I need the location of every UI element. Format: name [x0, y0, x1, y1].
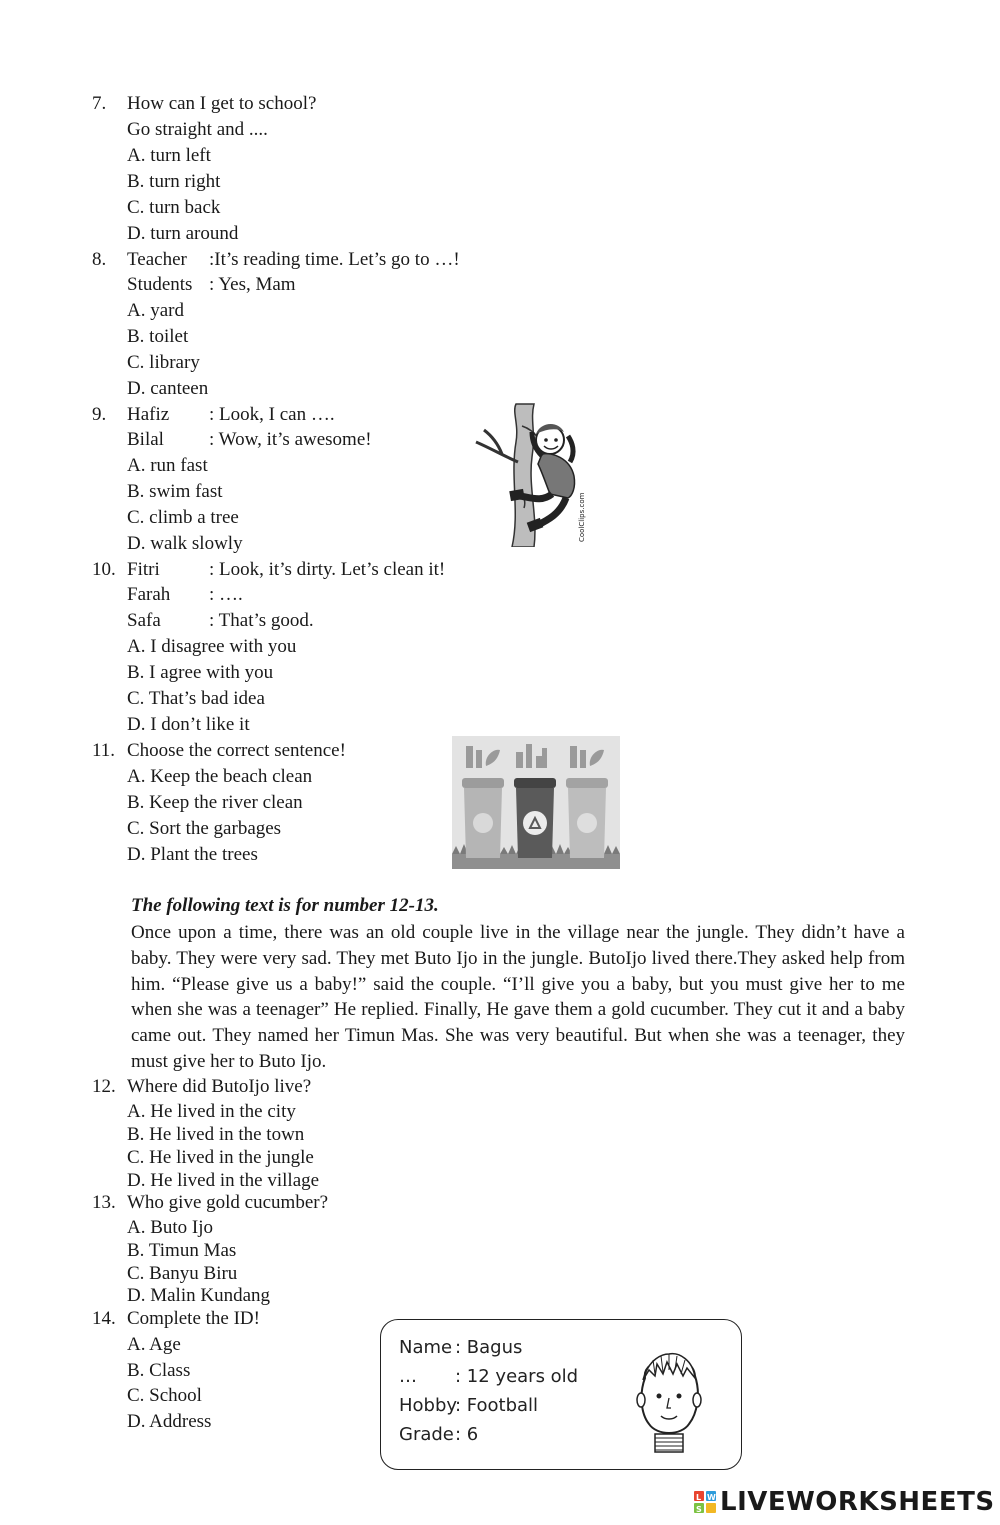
reading-heading: The following text is for number 12-13.	[131, 895, 439, 916]
q11-option-d[interactable]: D. Plant the trees	[127, 844, 258, 865]
q10-option-b[interactable]: B. I agree with you	[127, 662, 274, 683]
q9-option-d[interactable]: D. walk slowly	[127, 533, 243, 554]
reading-passage: Once upon a time, there was an old couple live in the village near the jungle. They didn’t have a baby. They were very sad. They met Buto Ijo in the jungle. ButoIjo lived there.They asked help from him. “Please give us a baby!” said the couple. “I’ll give you a baby, but you must give her to me when she was a teenager” He replied. Finally, He gave them a gold cucumber. They cut it and a baby came out. They named her Timun Mas. She was very beautiful. But when she was a teenager, they must give her to Buto Ijo.	[131, 922, 905, 1072]
q8-number: 8.	[92, 249, 107, 270]
logo-letter-l: L	[696, 1493, 702, 1502]
q10-speaker-2: Farah	[127, 584, 171, 605]
image-credit: CoolClips.com	[578, 492, 586, 542]
q14-option-d[interactable]: D. Address	[127, 1411, 212, 1432]
q14-option-b[interactable]: B. Class	[127, 1360, 191, 1381]
q8-option-a[interactable]: A. yard	[127, 300, 184, 321]
q13-option-a[interactable]: A. Buto Ijo	[127, 1217, 214, 1238]
q10-line-2: : ….	[209, 584, 243, 605]
id-value-hobby: : Football	[455, 1395, 539, 1416]
q10-option-a[interactable]: A. I disagree with you	[127, 636, 297, 657]
q10-speaker-1: Fitri	[127, 559, 160, 580]
q8-option-c[interactable]: C. library	[127, 352, 200, 373]
logo-letter-w: W	[707, 1493, 716, 1502]
q8-line-2: : Yes, Mam	[209, 274, 296, 295]
q14-option-a[interactable]: A. Age	[127, 1334, 181, 1355]
q12-option-a[interactable]: A. He lived in the city	[127, 1101, 296, 1122]
q9-option-a[interactable]: A. run fast	[127, 455, 208, 476]
id-value-grade: : 6	[455, 1424, 479, 1445]
q12-option-b[interactable]: B. He lived in the town	[127, 1124, 305, 1145]
id-value-age: : 12 years old	[455, 1366, 579, 1387]
q9-option-b[interactable]: B. swim fast	[127, 481, 223, 502]
q13-option-c[interactable]: C. Banyu Biru	[127, 1263, 238, 1284]
q10-option-d[interactable]: D. I don’t like it	[127, 714, 250, 735]
q8-option-b[interactable]: B. toilet	[127, 326, 189, 347]
id-label-hobby: Hobby	[399, 1395, 458, 1416]
q8-line-1: :It’s reading time. Let’s go to …!	[209, 249, 460, 270]
id-value-name: : Bagus	[455, 1337, 523, 1358]
q8-speaker-2: Students	[127, 274, 193, 295]
q9-line-1: : Look, I can ….	[209, 404, 335, 425]
q11-option-c[interactable]: C. Sort the garbages	[127, 818, 282, 839]
q7-prompt: Go straight and ....	[127, 119, 268, 140]
q11-option-a[interactable]: A. Keep the beach clean	[127, 766, 313, 787]
q12-option-c[interactable]: C. He lived in the jungle	[127, 1147, 314, 1168]
q12-option-d[interactable]: D. He lived in the village	[127, 1170, 320, 1191]
q9-speaker-1: Hafiz	[127, 404, 170, 425]
q7-option-b[interactable]: B. turn right	[127, 171, 221, 192]
q9-option-c[interactable]: C. climb a tree	[127, 507, 239, 528]
q10-number: 10.	[92, 559, 116, 580]
q13-option-b[interactable]: B. Timun Mas	[127, 1240, 237, 1261]
q7-question: How can I get to school?	[127, 93, 317, 114]
q12-number: 12.	[92, 1076, 116, 1097]
q11-option-b[interactable]: B. Keep the river clean	[127, 792, 303, 813]
recycling-bins-illustration	[452, 736, 620, 869]
q9-number: 9.	[92, 404, 107, 425]
boy-climbing-tree-illustration	[472, 402, 590, 547]
logo-letter-s: S	[696, 1505, 703, 1513]
q12-question: Where did ButoIjo live?	[127, 1076, 312, 1097]
q13-number: 13.	[92, 1192, 116, 1213]
id-card	[380, 1319, 742, 1470]
q13-question: Who give gold cucumber?	[127, 1192, 329, 1213]
q7-option-a[interactable]: A. turn left	[127, 145, 211, 166]
q7-option-d[interactable]: D. turn around	[127, 223, 239, 244]
id-label-name: Name	[399, 1337, 453, 1358]
id-label-blank: …	[399, 1366, 417, 1387]
q13-option-d[interactable]: D. Malin Kundang	[127, 1285, 271, 1306]
q14-question: Complete the ID!	[127, 1308, 260, 1329]
liveworksheets-logo-icon	[694, 1491, 716, 1513]
q7-number: 7.	[92, 93, 107, 114]
q10-line-3: : That’s good.	[209, 610, 314, 631]
q8-option-d[interactable]: D. canteen	[127, 378, 209, 399]
q9-speaker-2: Bilal	[127, 429, 164, 450]
q14-number: 14.	[92, 1308, 116, 1329]
liveworksheets-logo-text: LIVEWORKSHEETS	[720, 1487, 995, 1517]
q8-speaker-1: Teacher	[127, 249, 187, 270]
q7-option-c[interactable]: C. turn back	[127, 197, 221, 218]
q14-option-c[interactable]: C. School	[127, 1385, 202, 1406]
q11-number: 11.	[92, 740, 116, 761]
boy-face-illustration	[633, 1348, 705, 1454]
id-label-grade: Grade	[399, 1424, 454, 1445]
q9-line-2: : Wow, it’s awesome!	[209, 429, 372, 450]
q10-line-1: : Look, it’s dirty. Let’s clean it!	[209, 559, 446, 580]
q11-question: Choose the correct sentence!	[127, 740, 346, 761]
q10-speaker-3: Safa	[127, 610, 161, 631]
q10-option-c[interactable]: C. That’s bad idea	[127, 688, 265, 709]
